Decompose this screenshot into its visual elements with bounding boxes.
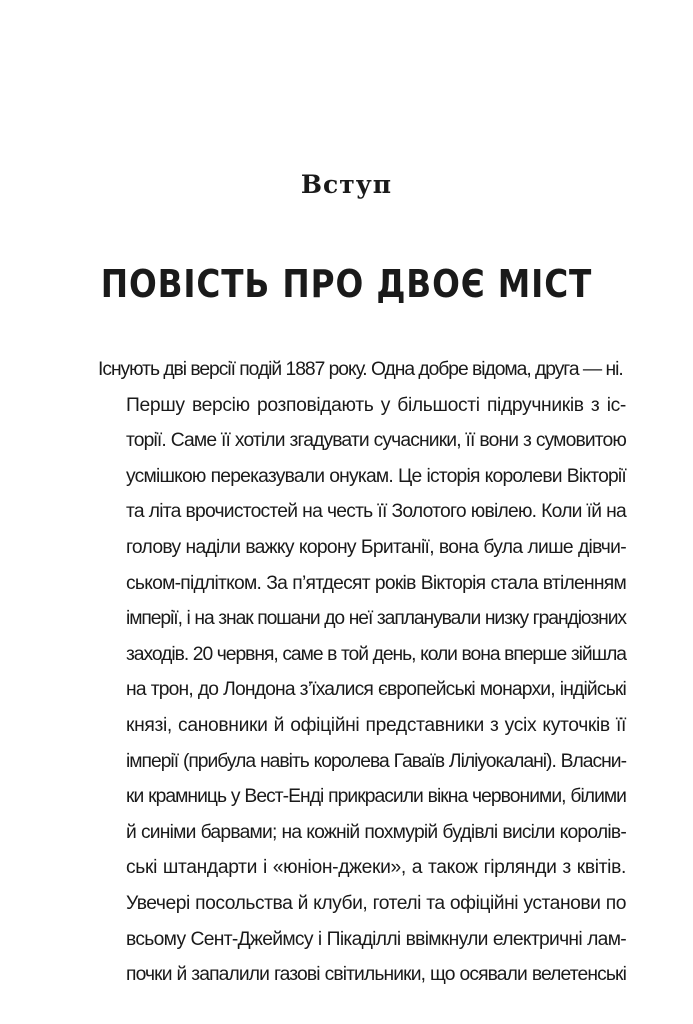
text-line: імперії, і на знак пошани до неї запланували низку грандіозних: [126, 608, 626, 630]
text-line: торії. Саме її хотіли згадувати сучасники, її вони з сумовитою: [126, 430, 626, 452]
paragraph-2: [98, 388, 626, 993]
text-line: князі, сановники й офіційні представники з усіх куточків її: [126, 714, 626, 736]
text-line: й синіми барвами; на кожній похмурій будівлі висіли королів-: [126, 821, 626, 843]
chapter-title: ПОВІСТЬ ПРО ДВОЄ МІСТ: [100, 262, 593, 306]
text-line: імперії (прибула навіть королева Гаваїв Ліліуокалані). Власни-: [126, 750, 626, 772]
text-line: ки крамниць у Вест-Енді прикрасили вікна червоними, білими: [126, 786, 626, 808]
body-text: [98, 352, 626, 993]
text-line: Увечері посольства й клуби, готелі та офіційні установи по: [126, 892, 626, 914]
text-line: Першу версію розповідають у більшості підручників з іс-: [126, 394, 626, 416]
text-line: усмішкою переказували онукам. Це історія королеви Вікторії: [126, 465, 626, 487]
text-line: всьому Сент-Джеймсу і Пікаділлі ввімкнули електричні лам-: [126, 928, 626, 950]
text-line: почки й запалили газові світильники, що осявали велетенські: [126, 964, 626, 986]
text-line: та літа врочистостей на честь її Золотого ювілею. Коли їй на: [126, 501, 626, 523]
text-line: заходів. 20 червня, саме в той день, коли вона вперше зійшла: [126, 643, 626, 665]
text-line: Існують дві версії подій 1887 року. Одна добре відома, друга — ні.: [98, 359, 623, 380]
section-label: Вступ: [300, 170, 393, 199]
text-line: голову наділи важку корону Британії, вона була лише дівчи-: [126, 536, 626, 558]
text-line: ськом-підлітком. За п’ятдесят років Вікторія стала втіленням: [126, 572, 626, 594]
paragraph-1: [98, 352, 626, 388]
text-line: ські штандарти і «юніон-джеки», а також гірлянди з квітів.: [126, 857, 626, 879]
text-line: на трон, до Лондона з’їхалися європейські монархи, індійські: [126, 679, 626, 701]
